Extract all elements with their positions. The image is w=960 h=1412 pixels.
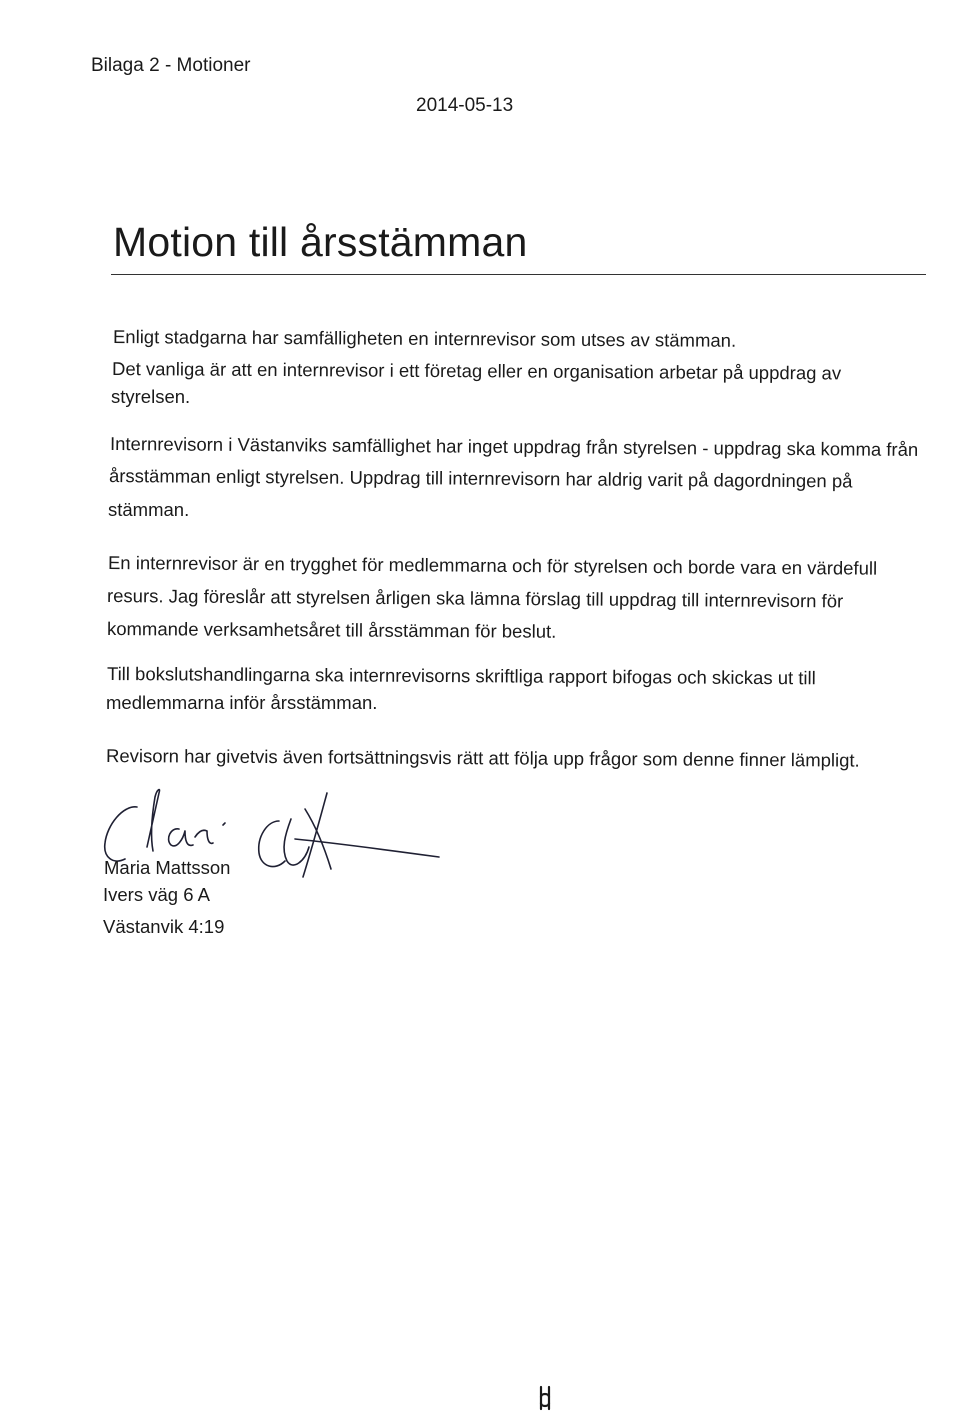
attachment-label: Bilaga 2 - Motioner (91, 55, 251, 76)
paragraph-3-line-1: En internrevisor är en trygghet för medlemmarna och för styrelsen och borde vara en värdefull (107, 552, 878, 579)
page-mark-icon (538, 1385, 552, 1411)
document-title: Motion till årsstämman (113, 219, 528, 265)
paragraph-4-line-2: medlemmarna inför årsstämman. (106, 692, 378, 713)
paragraph-2-line-2: årsstämman enligt styrelsen. Uppdrag till internrevisorn har aldrig varit på dagordningen på (108, 465, 853, 492)
signer-property: Västanvik 4:19 (103, 916, 225, 937)
paragraph-4-line-1: Till bokslutshandlingarna ska internrevisorns skriftliga rapport bifogas och skickas ut till (106, 663, 816, 689)
paragraph-5-line-1: Revisorn har givetvis även fortsättningsvis rätt att följa upp frågor som denne finner lämpligt. (105, 745, 860, 771)
paragraph-1-line-3: styrelsen. (111, 386, 191, 407)
paragraph-1-line-1: Enligt stadgarna har samfälligheten en internrevisor som utses av stämman. (112, 326, 737, 351)
paragraph-3-line-3: kommande verksamhetsåret till årsstämman för beslut. (106, 618, 557, 642)
paragraph-1-line-2: Det vanliga är att en internrevisor i ett företag eller en organisation arbetar på uppdrag av (111, 358, 842, 384)
document-date: 2014-05-13 (416, 95, 514, 116)
signer-name: Maria Mattsson (104, 857, 231, 878)
signer-address: Ivers väg 6 A (103, 884, 210, 905)
paragraph-2-line-1: Internrevisorn i Västanviks samfällighet har inget uppdrag från styrelsen - uppdrag ska komma från (109, 433, 919, 460)
paragraph-3-line-2: resurs. Jag föreslår att styrelsen årligen ska lämna förslag till uppdrag till internrevisorn för (106, 585, 844, 612)
title-rule (111, 274, 926, 275)
paragraph-2-line-3: stämman. (108, 499, 190, 520)
